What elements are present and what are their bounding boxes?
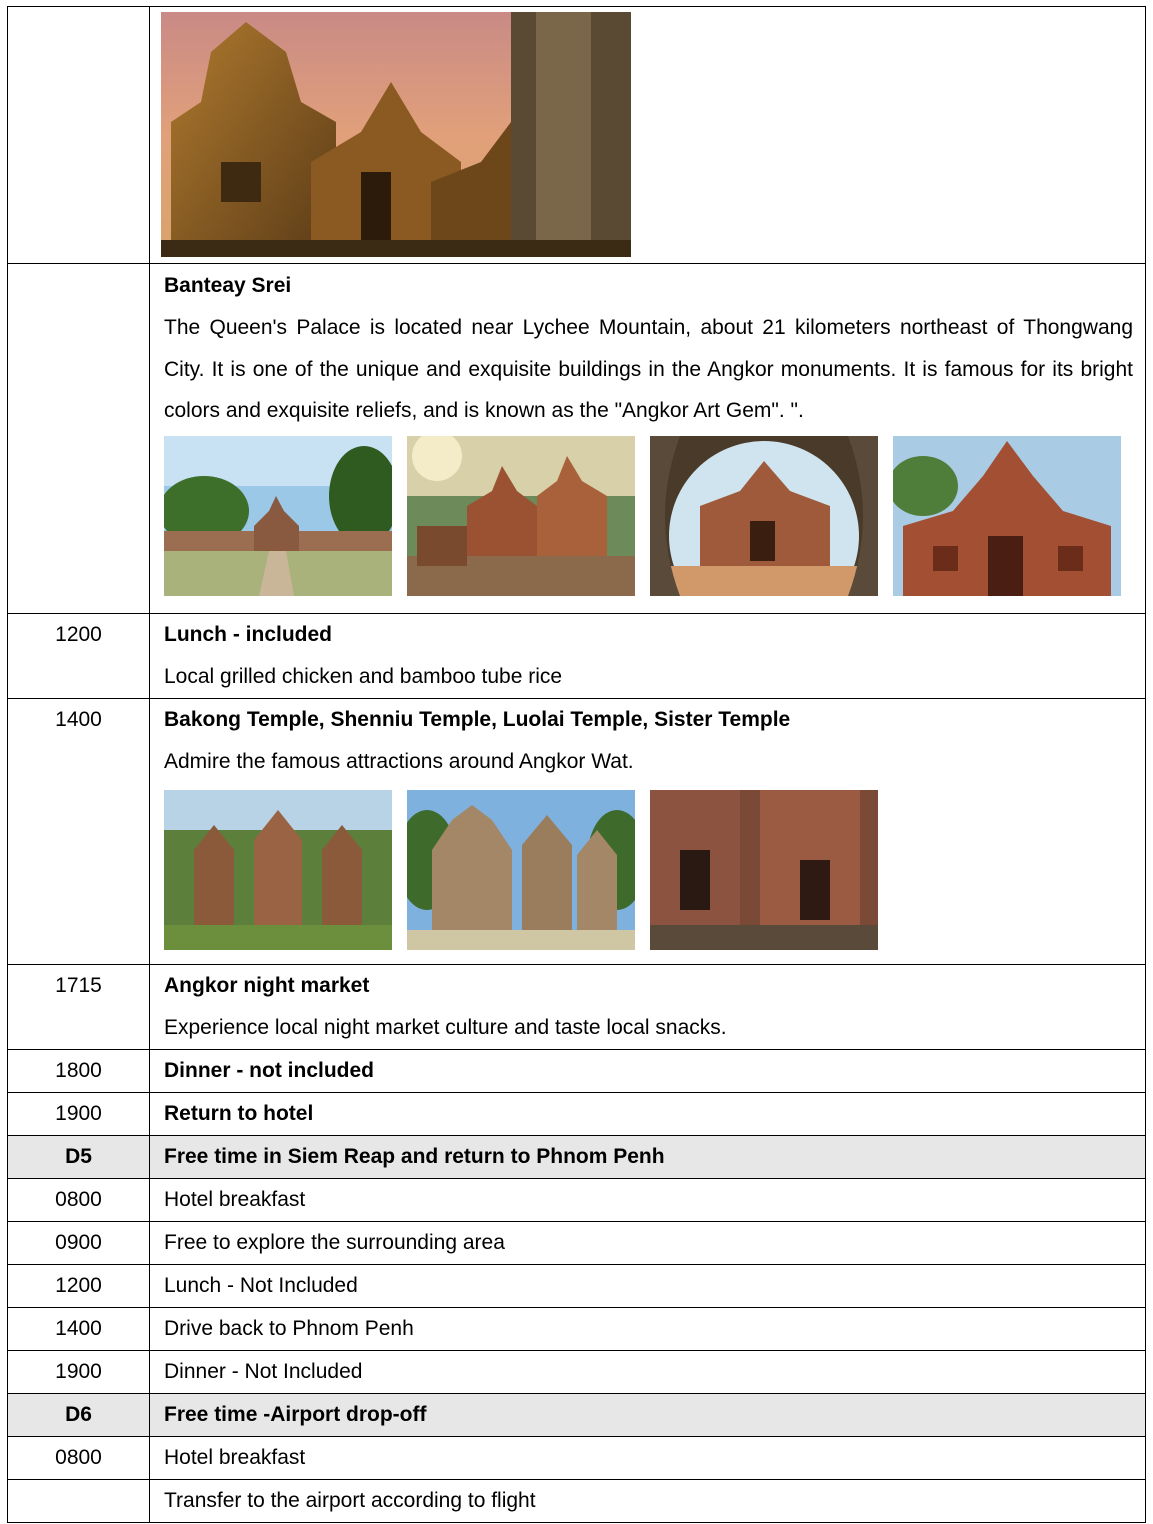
activity-description: The Queen's Palace is located near Lychee Mountain, about 21 kilometers northeast of Thongwang City. It is one of the unique and exquisite buildings in the Angkor monuments. It is famous for its bright colors and exquisite reliefs, and is known as the "Angkor Art Gem". ". — [164, 316, 1133, 422]
banteay-srei-arch-view-photo — [650, 436, 878, 596]
activity-text: Drive back to Phnom Penh — [150, 1308, 1146, 1351]
itinerary-row — [8, 1265, 1146, 1308]
itinerary-row — [8, 614, 1146, 699]
day-label: D5 — [8, 1136, 150, 1179]
activity-description: Experience local night market culture and taste local snacks. — [164, 1016, 727, 1039]
description-cell — [150, 614, 1146, 699]
itinerary-row — [8, 1179, 1146, 1222]
time-cell: 1200 — [8, 1265, 150, 1308]
itinerary-row — [8, 7, 1146, 264]
brick-tower-closeup-photo — [650, 790, 878, 950]
description-cell — [150, 264, 1146, 614]
activity-title: Dinner - not included — [150, 1050, 1146, 1093]
day-header-row — [8, 1136, 1146, 1179]
description-cell — [150, 965, 1146, 1050]
activity-text: Free to explore the surrounding area — [150, 1222, 1146, 1265]
itinerary-row — [8, 264, 1146, 614]
time-cell — [8, 264, 150, 614]
time-cell: 1400 — [8, 699, 150, 965]
banteay-srei-courtyard-photo — [407, 436, 635, 596]
itinerary-row — [8, 1437, 1146, 1480]
itinerary-row — [8, 1222, 1146, 1265]
time-cell: 0800 — [8, 1179, 150, 1222]
time-cell: 1400 — [8, 1308, 150, 1351]
itinerary-table — [7, 6, 1146, 1523]
day-title: Free time in Siem Reap and return to Phnom Penh — [150, 1136, 1146, 1179]
activity-text: Hotel breakfast — [150, 1179, 1146, 1222]
description-cell — [150, 699, 1146, 965]
itinerary-row — [8, 1480, 1146, 1523]
time-cell — [8, 7, 150, 264]
time-cell: 1200 — [8, 614, 150, 699]
banteay-srei-shrine-photo — [893, 436, 1121, 596]
day-label: D6 — [8, 1394, 150, 1437]
itinerary-row — [8, 1050, 1146, 1093]
activity-text: Hotel breakfast — [150, 1437, 1146, 1480]
time-cell: 0800 — [8, 1437, 150, 1480]
itinerary-row — [8, 699, 1146, 965]
activity-title: Banteay Srei — [164, 274, 292, 297]
activity-title: Angkor night market — [164, 974, 370, 997]
banteay-srei-sunset-photo — [161, 12, 631, 257]
preah-ko-towers-photo — [164, 790, 392, 950]
photo-strip — [164, 783, 1133, 950]
description-cell — [150, 7, 1146, 264]
activity-description: Admire the famous attractions around Angkor Wat. — [164, 750, 634, 773]
time-cell: 1900 — [8, 1093, 150, 1136]
activity-text: Dinner - Not Included — [150, 1351, 1146, 1394]
activity-title: Lunch - included — [164, 623, 332, 646]
preah-ko-towers-sky-photo — [407, 790, 635, 950]
photo-strip — [164, 432, 1133, 596]
itinerary-row — [8, 1093, 1146, 1136]
time-cell: 0900 — [8, 1222, 150, 1265]
time-cell: 1715 — [8, 965, 150, 1050]
time-cell: 1900 — [8, 1351, 150, 1394]
activity-description: Local grilled chicken and bamboo tube rice — [164, 665, 563, 688]
day-header-row — [8, 1394, 1146, 1437]
itinerary-row — [8, 1308, 1146, 1351]
activity-title: Bakong Temple, Shenniu Temple, Luolai Temple, Sister Temple — [164, 708, 791, 731]
itinerary-row — [8, 965, 1146, 1050]
activity-text: Transfer to the airport according to flight — [150, 1480, 1146, 1523]
banteay-srei-entrance-photo — [164, 436, 392, 596]
activity-title: Return to hotel — [150, 1093, 1146, 1136]
day-title: Free time -Airport drop-off — [150, 1394, 1146, 1437]
time-cell — [8, 1480, 150, 1523]
itinerary-row — [8, 1351, 1146, 1394]
activity-text: Lunch - Not Included — [150, 1265, 1146, 1308]
time-cell: 1800 — [8, 1050, 150, 1093]
